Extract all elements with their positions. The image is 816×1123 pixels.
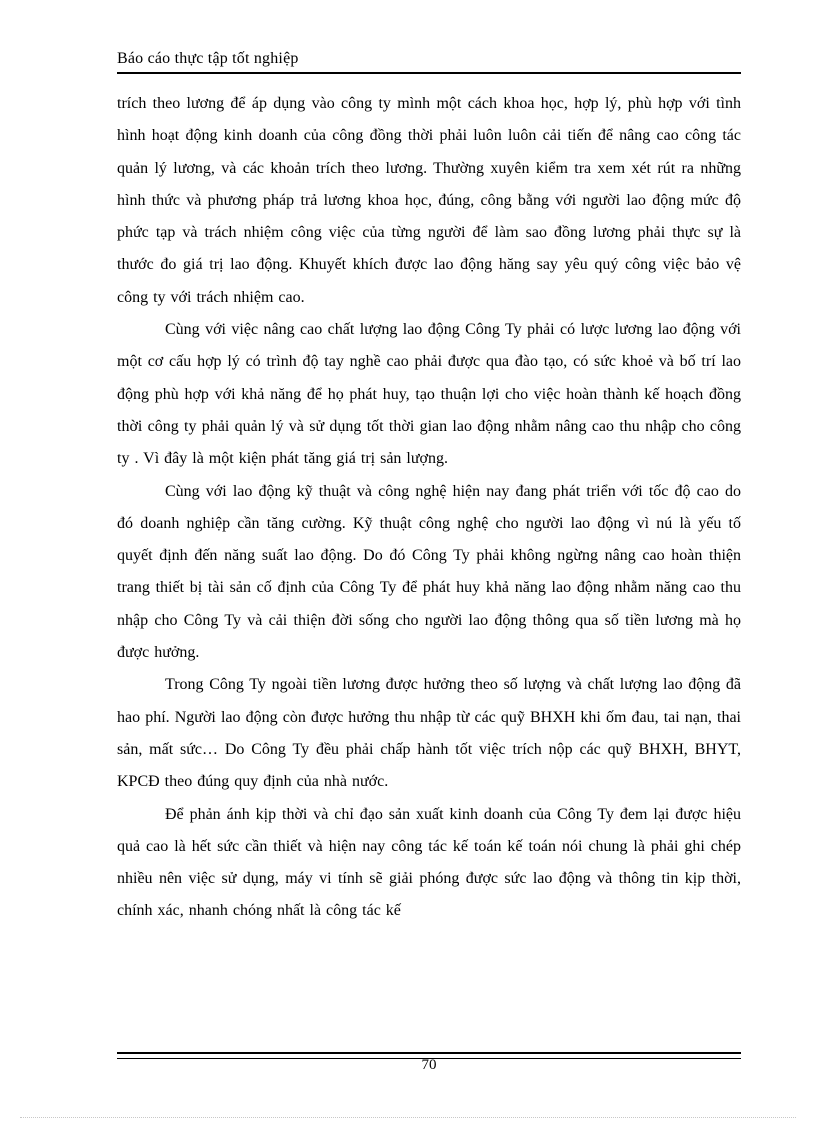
paragraph-3: Cùng với lao động kỹ thuật và công nghệ hiện nay đang phát triển với tốc độ cao do đó doanh nghiệp cần tăng cường. Kỹ thuật công nghệ cho người lao động vì nú là yếu tố quyết định đến năng suất lao động. Do đó Công Ty phải không ngừng nâng cao hoàn thiện trang thiết bị tài sản cố định của Công Ty để phát huy khả năng lao động nhằm năng cao thu nhập cho Công Ty và cải thiện đời sống cho người lao động thông qua số tiền lương mà họ được hưởng. xyxy=(117,482,741,662)
page-edge-divider xyxy=(20,1117,796,1118)
paragraph-1: trích theo lương để áp dụng vào công ty mình một cách khoa học, hợp lý, phù hợp với tình hình hoạt động kinh doanh của công đồng thời phải luôn luôn cải tiến để nâng cao công tác quản lý lương, và các khoản trích theo lương. Thường xuyên kiểm tra xem xét rút ra những hình thức và phương pháp trả lương khoa học, đúng, công bằng với người lao động mức độ phức tạp và trách nhiệm công việc của từng người để làm sao đồng lương phải thực sự là thước đo giá trị lao động. Khuyết khích được lao động hăng say yêu quý công việc bảo vệ công ty với trách nhiệm cao. xyxy=(117,95,741,306)
document-body xyxy=(117,88,741,928)
header-title: Báo cáo thực tập tốt nghiệp xyxy=(117,50,299,67)
page-header xyxy=(117,50,741,74)
paragraph-5: Để phản ánh kịp thời và chỉ đạo sản xuất kinh doanh của Công Ty đem lại được hiệu quả cao là hết sức cần thiết và hiện nay công tác kế toán kế toán nói chung là phải ghi chép nhiều nên việc sử dụng, máy vi tính sẽ giải phóng được sức lao động và thông tin kịp thời, chính xác, nhanh chóng nhất là công tác kế xyxy=(117,805,741,920)
paragraph-4: Trong Công Ty ngoài tiền lương được hưởng theo số lượng và chất lượng lao động đã hao phí. Người lao động còn được hưởng thu nhập từ các quỹ BHXH khi ốm đau, tai nạn, thai sản, mất sức… Do Công Ty đều phải chấp hành tốt việc trích nộp các quỹ BHXH, BHYT, KPCĐ theo đúng quy định của nhà nước. xyxy=(117,676,741,791)
paragraph-2: Cùng với việc nâng cao chất lượng lao động Công Ty phải có lược lương lao động với một cơ cấu hợp lý có trình độ tay nghề cao phải được qua đào tạo, có sức khoẻ và bố trí lao động phù hợp với khả năng để họ phát huy, tạo thuận lợi cho việc hoàn thành kế hoạch đồng thời công ty phải quản lý và sử dụng tốt thời gian lao động nhằm nâng cao thu nhập cho công ty . Vì đây là một kiện phát tăng giá trị sản lượng. xyxy=(117,321,741,468)
page-number: 70 xyxy=(421,1057,437,1073)
